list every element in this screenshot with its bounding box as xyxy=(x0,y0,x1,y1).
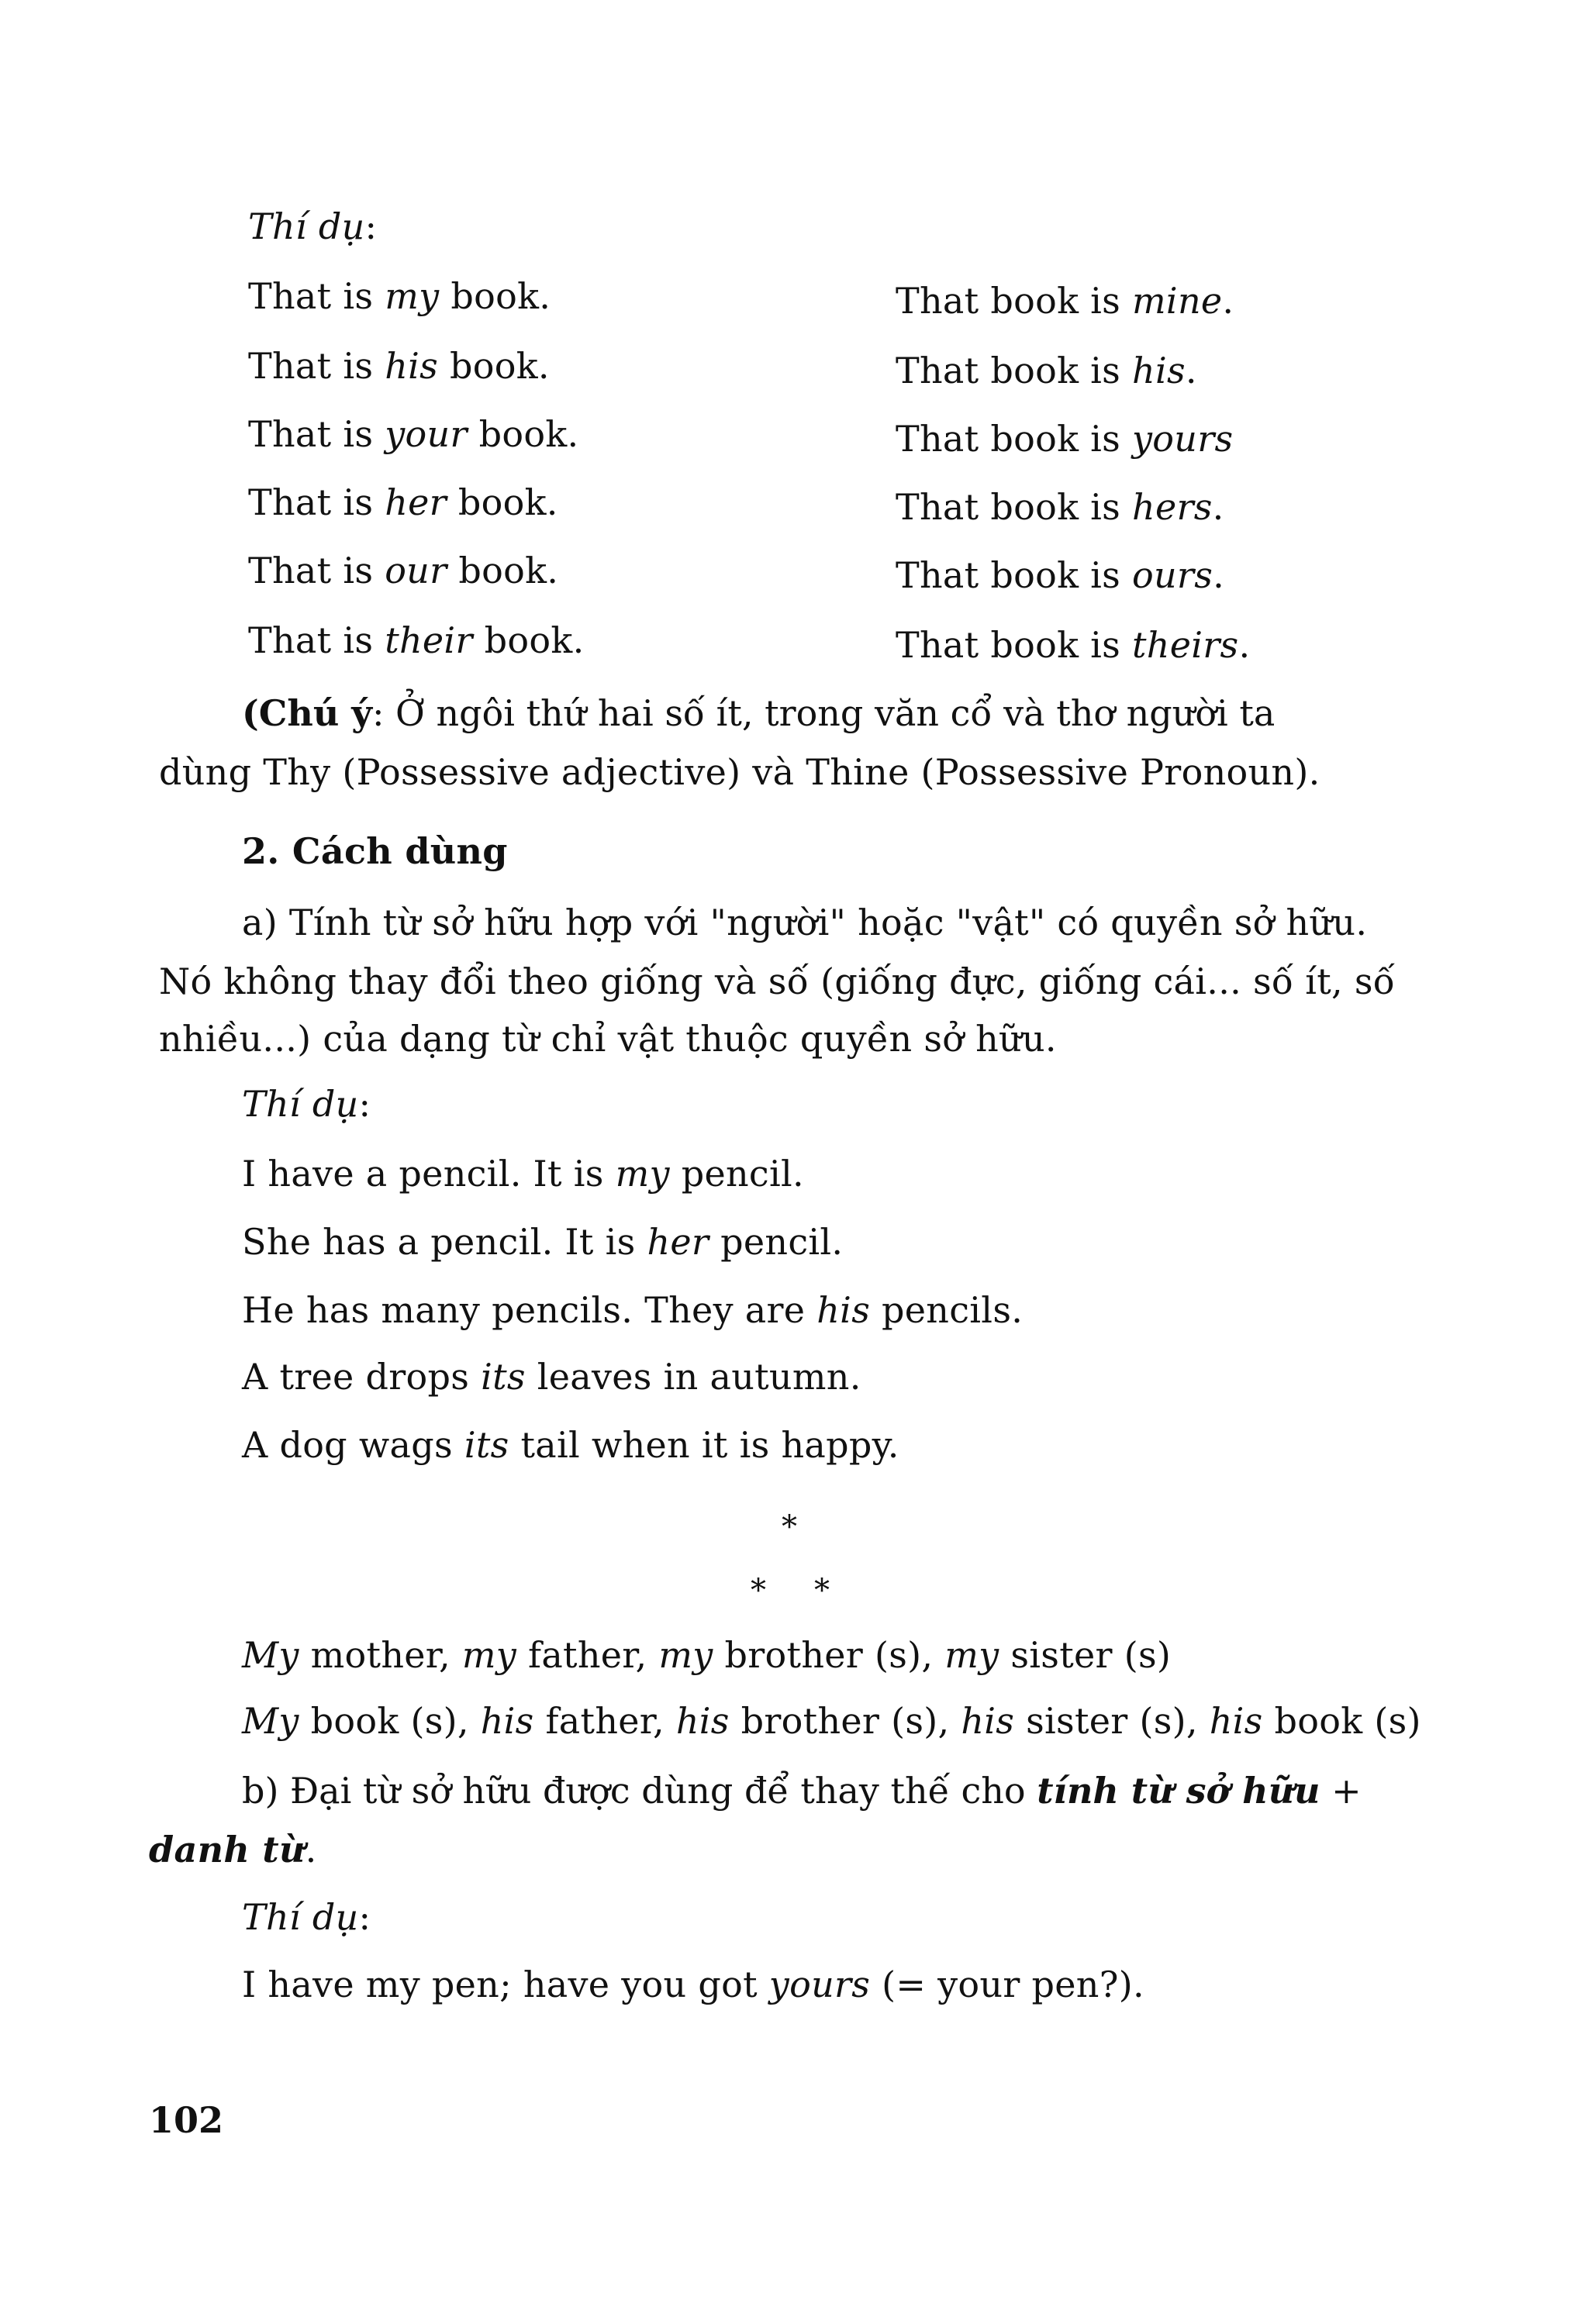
table-left-cell: That is his book. xyxy=(248,345,550,387)
table-left-cell: That is their book. xyxy=(248,619,585,661)
example-sentence: He has many pencils. They are his pencils. xyxy=(242,1289,1024,1331)
table-right-cell: That book is mine. xyxy=(896,280,1234,322)
para-a-line-1: a) Tính từ sở hữu hợp với "người" hoặc "vật" có quyền sở hữu. xyxy=(242,902,1368,943)
example-sentence: A tree drops its leaves in autumn. xyxy=(242,1356,861,1398)
asterism-star: * xyxy=(751,1573,766,1609)
asterism-star: * xyxy=(782,1509,797,1545)
para-a-line-2: Nó không thay đổi theo giống và số (giống đực, giống cái... số ít, số xyxy=(159,960,1396,1002)
example-sentence: I have a pencil. It is my pencil. xyxy=(242,1153,804,1195)
example-label: Thí dụ: xyxy=(248,205,378,247)
table-right-cell: That book is theirs. xyxy=(896,624,1251,666)
table-left-cell: That is our book. xyxy=(248,550,559,591)
table-right-cell: That book is his. xyxy=(896,350,1197,391)
table-left-cell: That is your book. xyxy=(248,413,579,455)
example-sentence: A dog wags its tail when it is happy. xyxy=(242,1424,899,1466)
example-b: I have my pen; have you got yours (= your pen?). xyxy=(242,1964,1144,2005)
example-sentence: She has a pencil. It is her pencil. xyxy=(242,1221,844,1263)
section-heading: 2. Cách dùng xyxy=(242,830,508,872)
phrase-line-1: My mother, my father, my brother (s), my sister (s) xyxy=(242,1634,1172,1676)
table-left-cell: That is my book. xyxy=(248,275,551,317)
para-b-line-2: danh từ. xyxy=(149,1829,317,1871)
phrase-line-2: My book (s), his father, his brother (s), his sister (s), his book (s) xyxy=(242,1700,1421,1742)
table-right-cell: That book is yours xyxy=(896,418,1234,460)
table-left-cell: That is her book. xyxy=(248,481,558,523)
example-label: Thí dụ: xyxy=(242,1896,371,1938)
note-line-1: (Chú ý: Ở ngôi thứ hai số ít, trong văn cổ và thơ người ta xyxy=(242,692,1276,734)
para-a-line-3: nhiều...) của dạng từ chỉ vật thuộc quyền sở hữu. xyxy=(159,1018,1057,1060)
page-number: 102 xyxy=(149,2099,224,2141)
example-label: Thí dụ: xyxy=(242,1083,371,1125)
note-line-2: dùng Thy (Possessive adjective) và Thine (Possessive Pronoun). xyxy=(159,751,1320,793)
table-right-cell: That book is hers. xyxy=(896,486,1224,528)
table-right-cell: That book is ours. xyxy=(896,554,1225,596)
asterism-star: * xyxy=(814,1573,830,1609)
para-b-line-1: b) Đại từ sở hữu được dùng để thay thế cho tính từ sở hữu + xyxy=(242,1770,1362,1812)
